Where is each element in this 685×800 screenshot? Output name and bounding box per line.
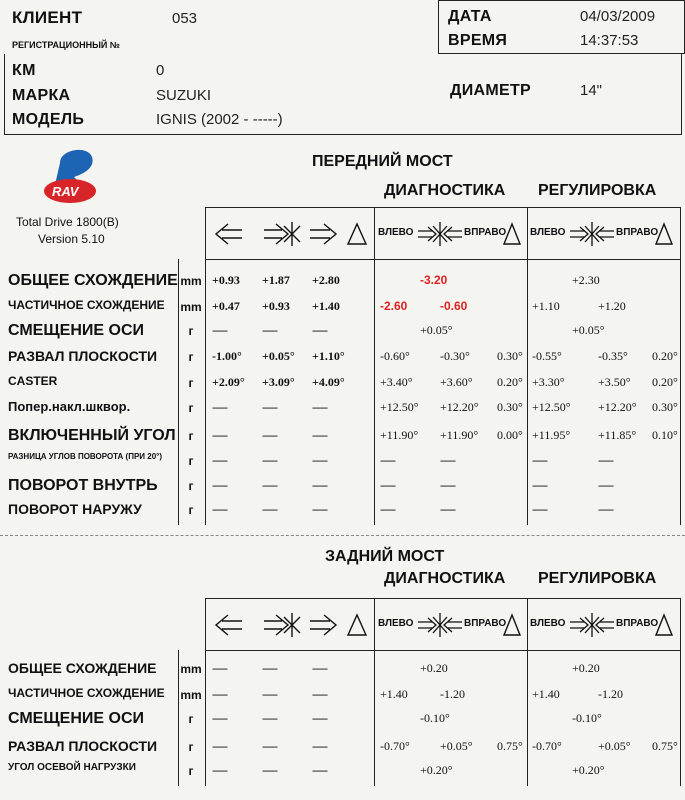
adj-cell: 0.30°: [652, 400, 678, 414]
value-cell: -----: [212, 739, 227, 753]
row-label: ОБЩЕЕ СХОЖДЕНИЕ: [8, 660, 157, 676]
value-cell: +0.93: [262, 299, 290, 313]
value-cell: -----: [262, 400, 277, 414]
software-version: Version 5.10: [38, 232, 105, 246]
table-col-border: [374, 207, 375, 525]
value-cell: -----: [212, 763, 227, 777]
value-cell: +3.09°: [262, 375, 295, 389]
side-right-label: ВПРАВО: [616, 618, 659, 629]
value-cell: -----: [262, 323, 277, 337]
value-cell: +1.40: [312, 299, 340, 313]
row-label: ЧАСТИЧНОЕ СХОЖДЕНИЕ: [8, 686, 165, 700]
rear-diag-heading: ДИАГНОСТИКА: [384, 570, 506, 587]
adj-cell: -----: [598, 453, 613, 467]
diag-cell: -----: [380, 453, 395, 467]
row-label: ПОВОРОТ ВНУТРЬ: [8, 477, 158, 494]
unit-label: г: [188, 324, 194, 338]
value-cell: +4.09°: [312, 375, 345, 389]
unit-label: г: [188, 503, 194, 517]
axis-arrows-icon: [212, 612, 372, 638]
table-col-border: [680, 207, 681, 525]
value-cell: -----: [312, 400, 327, 414]
time-value: 14:37:53: [580, 32, 639, 49]
table-col-border: [527, 207, 528, 525]
unit-label: mm: [180, 688, 202, 702]
value-cell: +2.09°: [212, 375, 245, 389]
vehicle-box: [4, 54, 682, 135]
unit-label: mm: [180, 274, 202, 288]
diag-cell: -0.60: [440, 299, 468, 313]
table-head-border: [205, 650, 680, 651]
delta-icon: [654, 612, 674, 638]
date-label: ДАТА: [448, 8, 492, 25]
adj-cell: +2.30: [572, 273, 600, 287]
adj-cell: +0.20: [572, 661, 600, 675]
value-cell: +2.80: [312, 273, 340, 287]
diag-cell: +12.20°: [440, 400, 479, 414]
value-cell: -----: [212, 711, 227, 725]
model-label: МОДЕЛЬ: [12, 111, 85, 128]
row-label: ОБЩЕЕ СХОЖДЕНИЕ: [8, 272, 178, 289]
row-label: СМЕЩЕНИЕ ОСИ: [8, 322, 144, 339]
value-cell: -----: [212, 502, 227, 516]
diag-cell: -----: [380, 478, 395, 492]
value-cell: -----: [262, 763, 277, 777]
value-cell: +0.93: [212, 273, 240, 287]
front-diag-heading: ДИАГНОСТИКА: [384, 182, 506, 199]
delta-icon: [502, 612, 522, 638]
front-title: ПЕРЕДНИЙ МОСТ: [312, 153, 453, 170]
value-cell: -----: [312, 661, 327, 675]
toe-cross-icon: [570, 612, 614, 638]
rear-adj-heading: РЕГУЛИРОВКА: [538, 570, 657, 587]
adj-cell: -----: [532, 453, 547, 467]
value-cell: -----: [312, 763, 327, 777]
table-col-border: [205, 598, 206, 786]
adj-cell: +11.95°: [532, 428, 571, 442]
value-cell: -----: [212, 478, 227, 492]
client-label: КЛИЕНТ: [12, 8, 83, 27]
diag-cell: +0.20°: [420, 763, 453, 777]
unit-label: mm: [180, 662, 202, 676]
adj-cell: 0.20°: [652, 349, 678, 363]
adj-cell: -----: [532, 478, 547, 492]
adj-cell: -0.10°: [572, 711, 602, 725]
reg-label: РЕГИСТРАЦИОННЫЙ №: [12, 40, 120, 50]
side-left-label: ВЛЕВО: [530, 618, 566, 629]
adj-cell: -----: [532, 502, 547, 516]
diag-cell: +3.40°: [380, 375, 413, 389]
adj-cell: +0.05°: [572, 323, 605, 337]
unit-label: г: [188, 429, 194, 443]
value-cell: +1.10°: [312, 349, 345, 363]
km-label: КМ: [12, 62, 36, 79]
value-cell: -----: [312, 502, 327, 516]
value-cell: -----: [312, 687, 327, 701]
value-cell: -----: [262, 739, 277, 753]
axis-arrows-icon: [212, 221, 372, 247]
adj-cell: 0.20°: [652, 375, 678, 389]
row-label: Попер.накл.шквор.: [8, 399, 131, 414]
adj-cell: -1.20: [598, 687, 623, 701]
table-head-border: [205, 259, 680, 260]
adj-cell: 0.10°: [652, 428, 678, 442]
value-cell: -----: [262, 478, 277, 492]
toe-cross-icon: [570, 221, 614, 247]
unit-label: г: [188, 712, 194, 726]
value-cell: -----: [262, 711, 277, 725]
adj-cell: +1.10: [532, 299, 560, 313]
side-right-label: ВПРАВО: [464, 227, 507, 238]
diag-cell: -0.60°: [380, 349, 410, 363]
diag-cell: +11.90°: [380, 428, 419, 442]
diag-cell: -1.20: [440, 687, 465, 701]
adj-cell: 0.75°: [652, 739, 678, 753]
adj-cell: +12.50°: [532, 400, 571, 414]
model-value: IGNIS (2002 - -----): [156, 111, 283, 128]
value-cell: -----: [212, 661, 227, 675]
row-label: ЧАСТИЧНОЕ СХОЖДЕНИЕ: [8, 298, 165, 312]
adj-cell: +12.20°: [598, 400, 637, 414]
adj-cell: +1.20: [598, 299, 626, 313]
diag-cell: 0.00°: [497, 428, 523, 442]
diag-cell: -0.10°: [420, 711, 450, 725]
diameter-label: ДИАМЕТР: [450, 82, 531, 99]
row-label: СМЕЩЕНИЕ ОСИ: [8, 710, 144, 727]
diag-cell: +0.05°: [420, 323, 453, 337]
adj-cell: +0.20°: [572, 763, 605, 777]
diag-cell: +1.40: [380, 687, 408, 701]
diag-cell: 0.75°: [497, 739, 523, 753]
side-left-label: ВЛЕВО: [378, 227, 414, 238]
table-col-border: [205, 207, 206, 525]
table-col-border: [527, 598, 528, 786]
side-left-label: ВЛЕВО: [378, 618, 414, 629]
diag-cell: -----: [440, 478, 455, 492]
unit-label: г: [188, 740, 194, 754]
adj-cell: -0.70°: [532, 739, 562, 753]
unit-label: г: [188, 401, 194, 415]
value-cell: -----: [262, 453, 277, 467]
diameter-value: 14": [580, 82, 603, 99]
diag-cell: -----: [440, 453, 455, 467]
side-right-label: ВПРАВО: [616, 227, 659, 238]
svg-text:RAV: RAV: [52, 184, 79, 199]
diag-cell: +12.50°: [380, 400, 419, 414]
unit-label: г: [188, 376, 194, 390]
date-value: 04/03/2009: [580, 8, 656, 25]
diag-cell: +3.60°: [440, 375, 473, 389]
value-cell: -----: [212, 323, 227, 337]
software-name: Total Drive 1800(B): [16, 215, 119, 229]
value-cell: -----: [212, 428, 227, 442]
value-cell: -----: [262, 428, 277, 442]
value-cell: -----: [312, 428, 327, 442]
adj-cell: +3.50°: [598, 375, 631, 389]
value-cell: +0.05°: [262, 349, 295, 363]
toe-cross-icon: [418, 221, 462, 247]
rav-logo-icon: [40, 145, 110, 207]
delta-icon: [654, 221, 674, 247]
diag-cell: 0.30°: [497, 400, 523, 414]
value-cell: -----: [312, 478, 327, 492]
diag-cell: -2.60: [380, 299, 408, 313]
value-cell: -----: [262, 661, 277, 675]
toe-cross-icon: [418, 612, 462, 638]
rear-title: ЗАДНИЙ МОСТ: [325, 548, 445, 565]
adj-cell: +3.30°: [532, 375, 565, 389]
diag-cell: -----: [440, 502, 455, 516]
brand-value: SUZUKI: [156, 87, 212, 104]
row-label: РАЗНИЦА УГЛОВ ПОВОРОТА (ПРИ 20°): [8, 452, 163, 461]
side-right-label: ВПРАВО: [464, 618, 507, 629]
client-value: 053: [172, 10, 198, 27]
table-top-border: [205, 598, 680, 599]
value-cell: -----: [212, 453, 227, 467]
diag-cell: 0.30°: [497, 349, 523, 363]
diag-cell: -0.30°: [440, 349, 470, 363]
value-cell: -----: [312, 323, 327, 337]
diag-cell: +0.05°: [440, 739, 473, 753]
unit-label: г: [188, 479, 194, 493]
front-adj-heading: РЕГУЛИРОВКА: [538, 182, 657, 199]
adj-cell: -----: [598, 502, 613, 516]
adj-cell: -0.35°: [598, 349, 628, 363]
row-label: УГОЛ ОСЕВОЙ НАГРУЗКИ: [8, 762, 136, 773]
adj-cell: +11.85°: [598, 428, 637, 442]
diag-cell: +0.20: [420, 661, 448, 675]
unit-label: г: [188, 454, 194, 468]
adj-cell: -0.55°: [532, 349, 562, 363]
side-left-label: ВЛЕВО: [530, 227, 566, 238]
diag-cell: -3.20: [420, 273, 448, 287]
divider: [0, 535, 685, 536]
row-label: РАЗВАЛ ПЛОСКОСТИ: [8, 738, 158, 754]
diag-cell: -----: [380, 502, 395, 516]
brand-label: МАРКА: [12, 87, 71, 104]
delta-icon: [502, 221, 522, 247]
row-label: ПОВОРОТ НАРУЖУ: [8, 501, 142, 517]
unit-col-border: [178, 650, 179, 786]
row-label: ВКЛЮЧЕННЫЙ УГОЛ: [8, 427, 176, 444]
value-cell: +0.47: [212, 299, 240, 313]
table-col-border: [680, 598, 681, 786]
unit-label: г: [188, 350, 194, 364]
diag-cell: -0.70°: [380, 739, 410, 753]
value-cell: -----: [212, 400, 227, 414]
row-label: РАЗВАЛ ПЛОСКОСТИ: [8, 348, 158, 364]
diag-cell: +11.90°: [440, 428, 479, 442]
value-cell: -----: [262, 502, 277, 516]
unit-label: г: [188, 764, 194, 778]
km-value: 0: [156, 62, 165, 79]
adj-cell: +0.05°: [598, 739, 631, 753]
value-cell: +1.87: [262, 273, 290, 287]
row-label: CASTER: [8, 374, 58, 388]
adj-cell: +1.40: [532, 687, 560, 701]
unit-label: mm: [180, 300, 202, 314]
time-label: ВРЕМЯ: [448, 32, 508, 49]
diag-cell: 0.20°: [497, 375, 523, 389]
unit-col-border: [178, 259, 179, 525]
table-col-border: [374, 598, 375, 786]
value-cell: -----: [312, 453, 327, 467]
table-top-border: [205, 207, 680, 208]
value-cell: -----: [262, 687, 277, 701]
value-cell: -----: [312, 711, 327, 725]
value-cell: -1.00°: [212, 349, 242, 363]
value-cell: -----: [212, 687, 227, 701]
value-cell: -----: [312, 739, 327, 753]
adj-cell: -----: [598, 478, 613, 492]
